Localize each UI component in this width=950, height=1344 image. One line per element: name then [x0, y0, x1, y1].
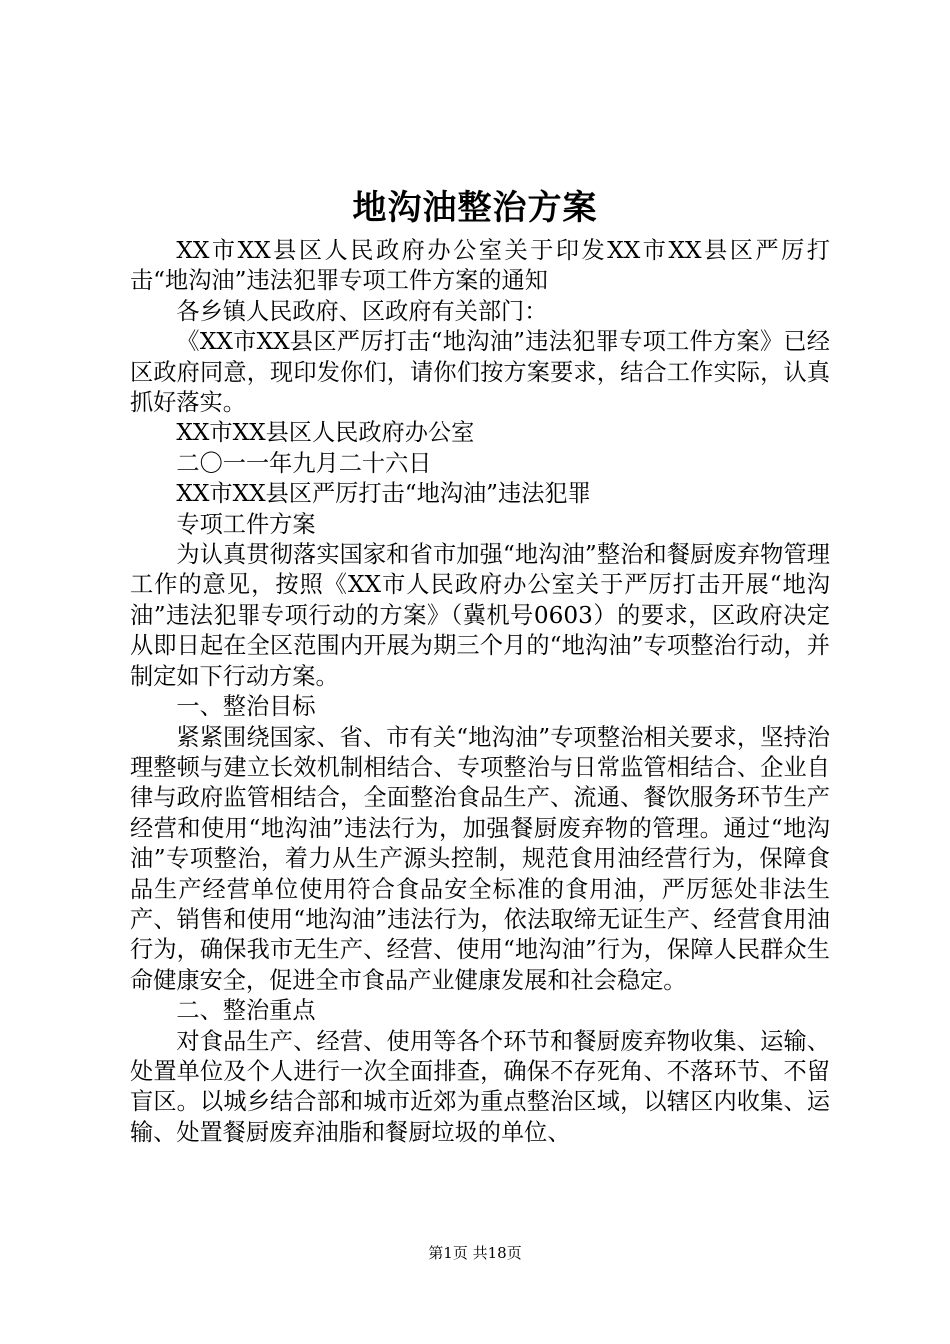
intro-paragraph: 为认真贯彻落实国家和省市加强“地沟油”整治和餐厨废弃物管理工作的意见，按照《XX市人民政府办公室关于严厉打击开展“地沟油”违法犯罪专项行动的方案》（冀机号0603）的要求，区政府决定从即日起在全区范围内开展为期三个月的“地沟油”专项整治行动，并制定如下行动方案。: [130, 541, 830, 690]
issuing-office: XX市XX县区人民政府办公室: [176, 419, 475, 447]
section-heading: 一、整治目标: [176, 693, 316, 721]
plan-title-line-2: 专项工件方案: [176, 510, 316, 538]
issue-date: 二〇一一年九月二十六日: [176, 449, 432, 477]
document-body: [130, 236, 830, 1148]
notice-paragraph: 《XX市XX县区严厉打击“地沟油”违法犯罪专项工件方案》已经区政府同意，现印发你们，请你们按方案要求，结合工作实际，认真抓好落实。: [130, 328, 830, 417]
section-paragraph: 对食品生产、经营、使用等各个环节和餐厨废弃物收集、运输、处置单位及个人进行一次全面排查，确保不存死角、不落环节、不留盲区。以城乡结合部和城市近郊为重点整治区域，以辖区内收集、运输、处置餐厨废弃油脂和餐厨垃圾的单位、: [130, 1027, 830, 1146]
notice-heading: XX市XX县区人民政府办公室关于印发XX市XX县区严厉打击“地沟油”违法犯罪专项工件方案的通知: [130, 237, 830, 295]
section-paragraph: 紧紧围绕国家、省、市有关“地沟油”专项整治相关要求，坚持治理整顿与建立长效机制相结合、专项整治与日常监管相结合、企业自律与政府监管相结合，全面整治食品生产、流通、餐饮服务环节生产经营和使用“地沟油”违法行为，加强餐厨废弃物的管理。通过“地沟油”专项整治，着力从生产源头控制，规范食用油经营行为，保障食品生产经营单位使用符合食品安全标准的食用油，严厉惩处非法生产、销售和使用“地沟油”违法行为，依法取缔无证生产、经营食用油行为，确保我市无生产、经营、使用“地沟油”行为，保障人民群众生命健康安全，促进全市食品产业健康发展和社会稳定。: [130, 723, 830, 994]
addressee: 各乡镇人民政府、区政府有关部门：: [176, 297, 548, 325]
document-title: 地沟油整治方案: [352, 188, 598, 228]
section-heading: 二、整治重点: [176, 997, 316, 1025]
plan-title-line-1: XX市XX县区严厉打击“地沟油”违法犯罪: [176, 480, 591, 508]
page-number: 第1页 共18页: [428, 1244, 522, 1262]
